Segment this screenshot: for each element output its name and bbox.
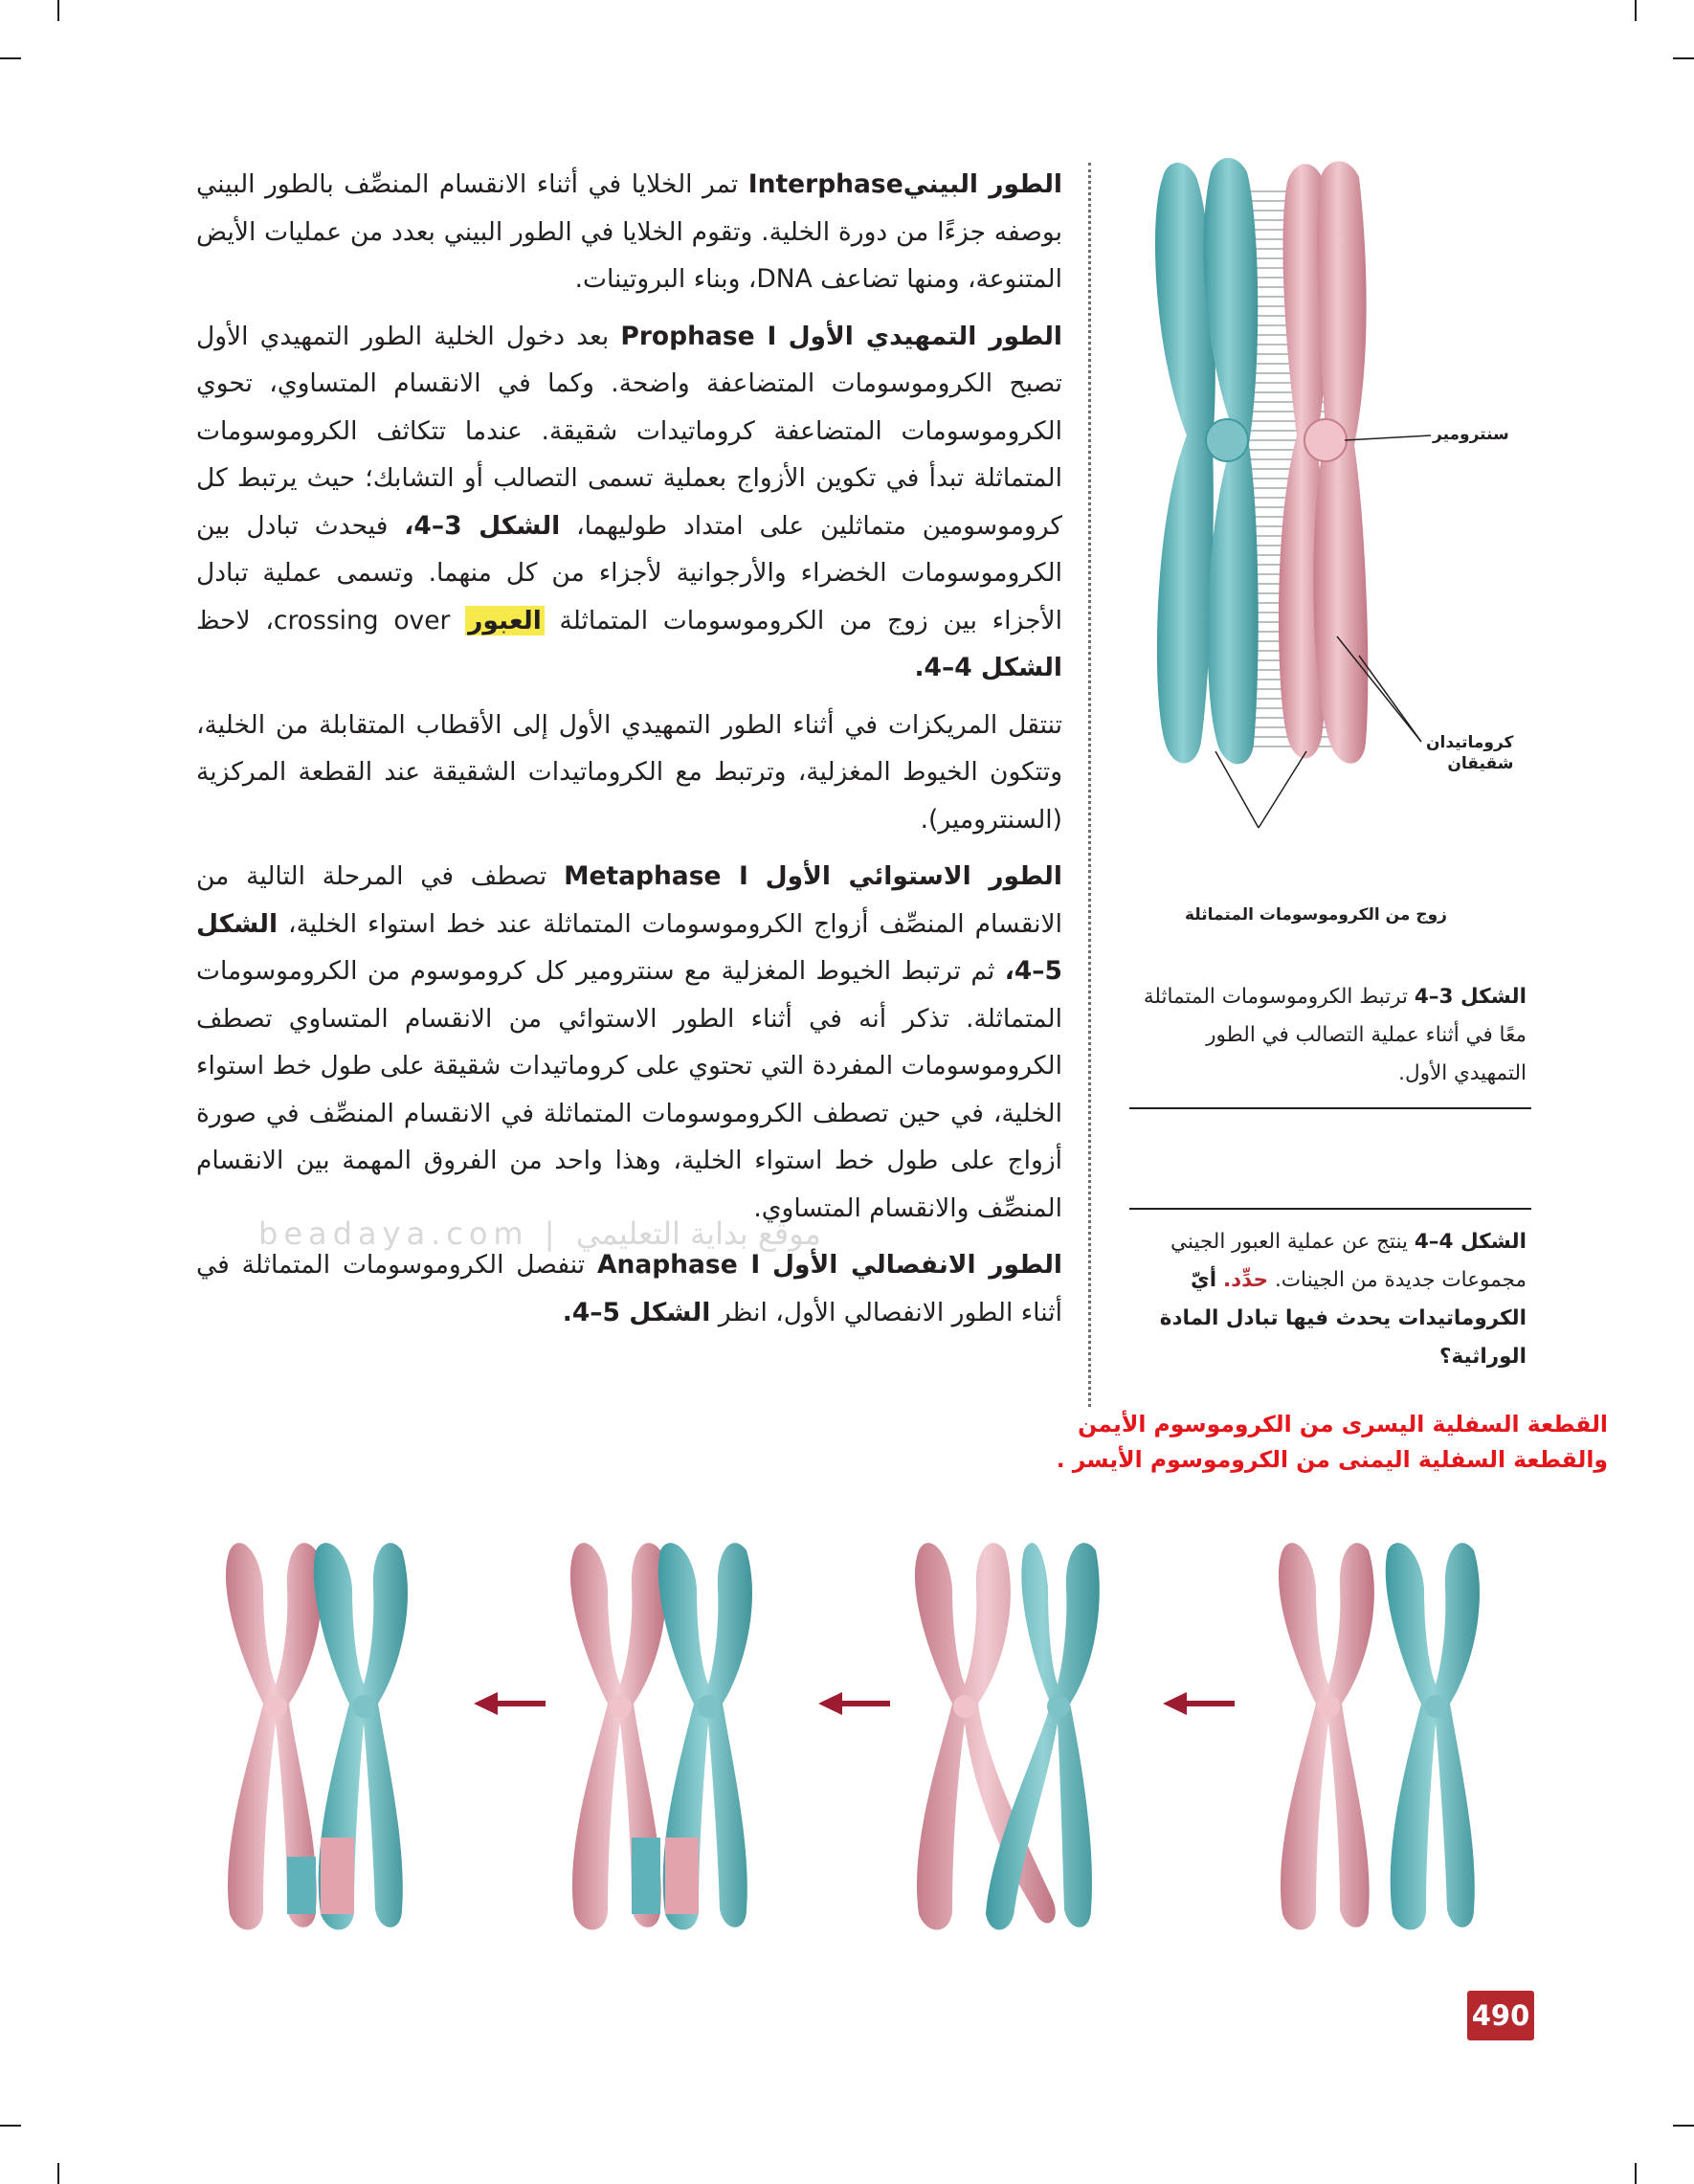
- chromosome-pair-stage-final: [226, 1543, 408, 1929]
- caption-figure-number: الشكل 3–4: [1414, 985, 1527, 1009]
- caption-figure-number: الشكل 4–4: [1414, 1230, 1527, 1254]
- figure-3-4-caption: [1134, 978, 1527, 1093]
- arrow-head-icon: [474, 1692, 498, 1715]
- crop-mark: [1673, 2125, 1694, 2127]
- centromere-pink: [1304, 419, 1347, 461]
- term-prophase-en: Prophase I: [620, 321, 777, 351]
- caption-text: ترتبط الكروموسومات المتماثلة معًا في أثناء عملية التصالب في الطور التمهيدي الأول.: [1143, 985, 1527, 1085]
- centromere: [352, 1695, 375, 1718]
- exchanged-segment-teal: [632, 1838, 660, 1914]
- chromosome-pair-stage-crossing: [915, 1543, 1100, 1929]
- exchanged-segment-teal: [287, 1857, 316, 1914]
- centromere: [1317, 1695, 1340, 1718]
- leader-line: [1345, 435, 1431, 440]
- label-homologous-pair: زوج من الكروموسومات المتماثلة: [1185, 905, 1447, 925]
- caption-question: أيّ الكروماتيدات يحدث فيها تبادل المادة الوراثية؟: [1159, 1268, 1527, 1369]
- leader-line: [1359, 656, 1421, 742]
- centromere: [609, 1695, 632, 1718]
- figure-ref: الشكل 4–4.: [914, 653, 1062, 682]
- chromosome-pair-stage-initial: [1279, 1543, 1480, 1929]
- crop-mark: [1635, 2163, 1637, 2184]
- paragraph-text: ، لاحظ: [196, 605, 274, 635]
- paragraph-prophase: [196, 313, 1062, 692]
- column-divider: [1088, 163, 1091, 1407]
- centromere-teal: [1206, 419, 1248, 461]
- chromosome-pair-stage-exchange: [570, 1543, 752, 1929]
- caption-text: ينتج عن عملية العبور الجيني مجموعات جديدة من الجينات.: [1170, 1230, 1527, 1292]
- paragraph-text: تنتقل المريكزات في أثناء الطور التمهيدي الأول إلى الأقطاب المتقابلة من الخلية، وتتكون الخيوط المغزلية، وترتبط مع الكروماتيدات الشقيقة عند القطعة المركزية (السنترومير).: [196, 709, 1062, 835]
- page-number: 490: [1467, 1991, 1534, 2040]
- term-interphase: الطور البيني: [903, 169, 1062, 199]
- paragraph-text: تنفصل الكروموسومات المتماثلة في أثناء الطور الانفصالي الأول، انظر: [196, 1250, 1062, 1327]
- exchanged-segment-pink: [321, 1838, 354, 1914]
- label-centromere: سنترومير: [1433, 425, 1509, 444]
- arrow-head-icon: [1163, 1692, 1187, 1715]
- centromere: [953, 1695, 976, 1718]
- label-sister-chromatids: [1426, 732, 1513, 774]
- centromere: [697, 1695, 720, 1718]
- paragraph-text: ثم ترتبط الخيوط المغزلية مع سنترومير كل كروموسوم من الكروموسومات المتماثلة. تذكر أنه في أثناء الطور الاستوائي من الانقسام المتساوي تصطف الكروموسومات المفردة التي تحتوي على كروماتيدات شقيقة على طول خط استواء الخلية، في حين تصطف الكروموسومات المتماثلة في الانقسام المنصِّف في صورة أزواج على طول خط استواء الخلية، وهذا واحد من الفروق المهمة بين الانقسام المنصِّف والانقسام المتساوي.: [196, 956, 1062, 1223]
- paragraph-metaphase: [196, 853, 1062, 1232]
- highlighted-term: العبور: [465, 606, 545, 635]
- centromere: [1424, 1695, 1447, 1718]
- crop-mark: [0, 57, 21, 59]
- arrow-head-icon: [818, 1692, 842, 1715]
- answer-text: القطعة السفلية اليسرى من الكروموسوم الأيمن والقطعة السفلية اليمنى من الكروموسوم الأيسر .: [1056, 1411, 1608, 1473]
- paragraph-text: تصطف في المرحلة التالية من الانقسام المنصِّف أزواج الكروموسومات المتماثلة عند خط استواء الخلية،: [196, 861, 1062, 939]
- caption-rule: [1129, 1208, 1531, 1210]
- term-interphase-en: Interphase: [747, 169, 903, 199]
- term-metaphase: الطور الاستوائي الأول: [765, 861, 1062, 891]
- centromere: [264, 1695, 287, 1718]
- term-prophase: الطور التمهيدي الأول: [788, 321, 1062, 351]
- figure-4-4-caption: [1134, 1223, 1527, 1376]
- crop-mark: [57, 2163, 59, 2184]
- paragraph-text: فيحدث تبادل بين الكروموسومات الخضراء والأرجوانية لأجزاء من كل منهما. وتسمى عملية تبادل الأجزاء بين زوج من الكروموسومات المتماثلة: [196, 510, 1062, 635]
- figure-3-4-illustration: [1144, 158, 1555, 943]
- paragraph-interphase: [196, 161, 1062, 303]
- term-metaphase-en: Metaphase I: [564, 861, 748, 891]
- figure-ref: الشكل 3–4،: [404, 510, 561, 541]
- chromosome-teal: [1386, 1543, 1480, 1929]
- leader-line: [1259, 751, 1306, 828]
- term-anaphase-en: Anaphase I: [596, 1250, 761, 1280]
- pink-chromatid: [1313, 162, 1368, 764]
- crop-mark: [57, 0, 59, 21]
- chromosome-pink: [1279, 1543, 1374, 1929]
- english-term: crossing over: [273, 605, 451, 635]
- paragraph-text: تمر الخلايا في أثناء الانقسام المنصِّف بالطور البيني بوصفه جزءًا من دورة الخلية. وتقوم الخلايا في الطور البيني بعدد من عمليات الأيض المتنوعة، ومنها تضاعف DNA، وبناء البروتينات.: [196, 169, 1062, 294]
- watermark: beadaya.com | موقع بداية التعليمي: [258, 1215, 821, 1252]
- exchanged-segment-pink: [665, 1838, 699, 1914]
- paragraph-centrioles: [196, 702, 1062, 844]
- main-text-column: [196, 161, 1062, 1346]
- centromere: [1047, 1695, 1070, 1718]
- crop-mark: [1635, 0, 1637, 21]
- crop-mark: [1673, 57, 1694, 59]
- figure-4-4-illustration: [211, 1531, 1570, 1943]
- figure-ref: الشكل 5–4.: [562, 1297, 711, 1327]
- label-sister-line-2: شقيقان: [1447, 754, 1514, 773]
- caption-prompt: حدِّد.: [1222, 1268, 1269, 1292]
- label-sister-line-1: كروماتيدان: [1426, 733, 1514, 752]
- crop-mark: [0, 2125, 21, 2127]
- figure-ref: الشكل 5–4،: [196, 908, 1062, 986]
- term-anaphase: الطور الانفصالي الأول: [772, 1250, 1062, 1280]
- paragraph-text: بعد دخول الخلية الطور التمهيدي الأول تصبح الكروموسومات المتضاعفة واضحة. وكما في الانقسام المتساوي، تحوي الكروموسومات المتضاعفة كروماتيدات شقيقة. عندما تتكاثف الكروموسومات المتماثلة تبدأ في تكوين الأزواج بعملية تسمى التصالب أو التشابك؛ حيث يرتبط كل كروموسومين متماثلين على امتداد طوليهما،: [196, 321, 1062, 541]
- paragraph-anaphase: [196, 1241, 1062, 1336]
- caption-rule: [1129, 1107, 1531, 1109]
